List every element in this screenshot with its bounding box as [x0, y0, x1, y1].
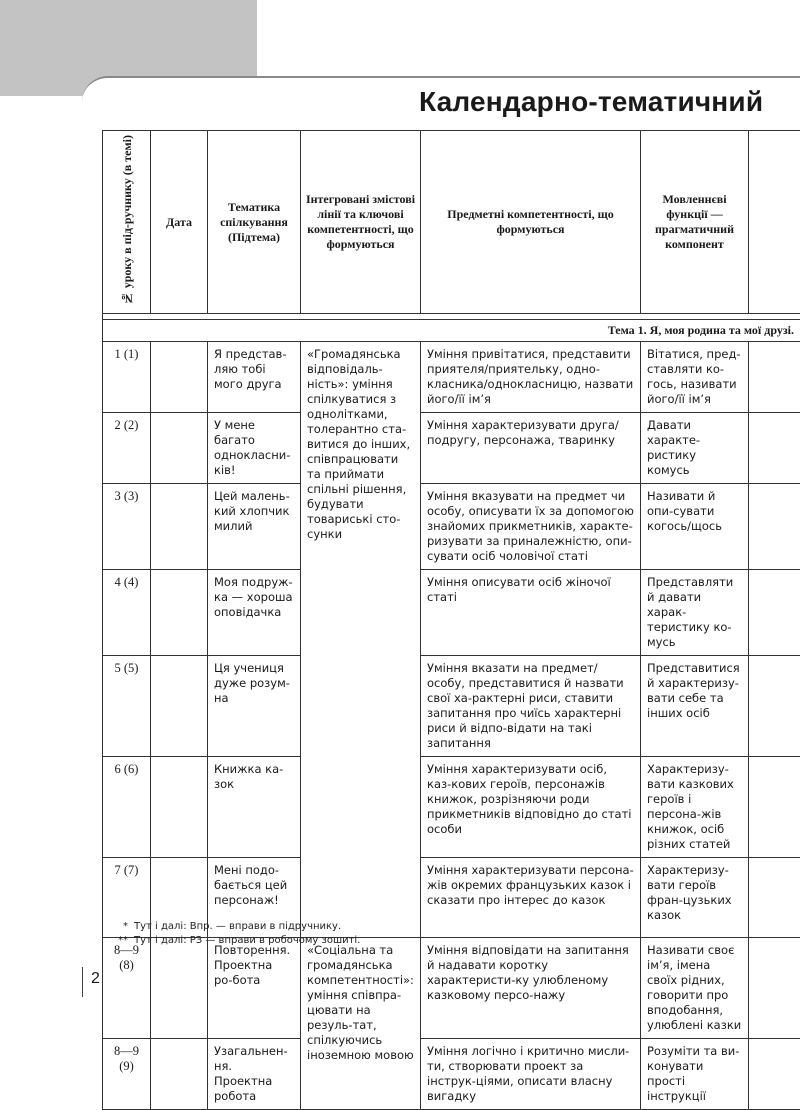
lesson-topic: Ця учениця дуже розум-на: [208, 656, 301, 757]
page-title: Календарно-тематичний: [419, 86, 763, 118]
lesson-topic: Мені подо-бається цей персонаж!: [208, 858, 301, 938]
header-lesson-number: № уроку в під-ручнику (в темі): [103, 131, 151, 314]
continued-cell: [749, 757, 800, 858]
speech-function: Характеризу-вати героїв фран-цузьких казок: [641, 858, 749, 938]
speech-function: Давати характе-ристику комусь: [641, 413, 749, 484]
lesson-date: [151, 484, 208, 570]
table-row: [103, 757, 800, 858]
lesson-date: [151, 1039, 208, 1110]
subject-competence: Уміння вказувати на предмет чи особу, описувати їх за допомогою знайомих прикметників, характе-ризувати за приналежністю, опи-сувати осіб чоловічої статі: [421, 484, 641, 570]
continued-cell: [749, 1039, 800, 1110]
footnote: ** Тут і далі: РЗ — вправи в робочому зошиті.: [108, 934, 360, 948]
table-row: [103, 484, 800, 570]
calendar-plan-table: [102, 130, 800, 1110]
header-date: Дата: [151, 131, 208, 314]
integrated-lines-cell: «Громадянська відповідаль-ність»: уміння спілкуватися з однолітками, толерантно ста-витися до інших, співпрацювати та приймати спільні рішення, будувати товариські сто-сунки: [301, 342, 421, 938]
lesson-number: 2 (2): [103, 413, 151, 484]
subject-competence: Уміння логічно і критично мисли-ти, створювати проект за інструк-ціями, описати власну вигадку: [421, 1039, 641, 1110]
lesson-number: 4 (4): [103, 570, 151, 656]
speech-function: Характеризу-вати казкових героїв і персона-жів книжок, осіб різних статей: [641, 757, 749, 858]
table-row: [103, 1039, 800, 1110]
header-integrated-lines: Інтегровані змістові лінії та ключові компетентності, що формуються: [301, 131, 421, 314]
lesson-topic: Узагальнен-ня. Проектна робота: [208, 1039, 301, 1110]
subject-competence: Уміння відповідати на запитання й надавати коротку характеристи-ку улюбленому казковому персо-нажу: [421, 938, 641, 1039]
lesson-number: 7 (7): [103, 858, 151, 938]
header-subject-competences: Предметні компетентності, що формуються: [421, 131, 641, 314]
theme-title: Тема 1. Я, моя родина та мої друзі.: [103, 320, 800, 342]
continued-cell: [749, 858, 800, 938]
speech-function: Представитися й характеризу-вати себе та інших осіб: [641, 656, 749, 757]
table-header-row: [103, 131, 800, 314]
lesson-number: 6 (6): [103, 757, 151, 858]
page-number: 2: [82, 967, 121, 997]
subject-competence: Уміння привітатися, представити приятеля/приятельку, одно-класника/однокласницю, назвати його/її ім’я: [421, 342, 641, 413]
continued-cell: [749, 938, 800, 1039]
speech-function: Розуміти та ви-конувати прості інструкції: [641, 1039, 749, 1110]
subject-competence: Уміння характеризувати персона-жів окремих французьких казок і сказати про інтерес до казок: [421, 858, 641, 938]
header-continued-column: [749, 131, 800, 314]
subject-competence: Уміння описувати осіб жіночої статі: [421, 570, 641, 656]
subject-competence: Уміння характеризувати друга/подругу, персонажа, тваринку: [421, 413, 641, 484]
lesson-number: 8—9 (9): [103, 1039, 151, 1110]
theme-row: [103, 320, 800, 342]
table-row: [103, 342, 800, 413]
lesson-date: [151, 938, 208, 1039]
speech-function: Вітатися, пред-ставляти ко-гось, називати його/її ім’я: [641, 342, 749, 413]
subject-competence: Уміння вказати на предмет/особу, представитися й назвати свої ха-рактерні риси, ставити запитання про чиїсь характерні риси й відпо-відати на такі запитання: [421, 656, 641, 757]
lesson-topic: Моя подруж-ка — хороша оповідачка: [208, 570, 301, 656]
header-topic: Тематика спілкування (Підтема): [208, 131, 301, 314]
speech-function: Називати й опи-сувати когось/щось: [641, 484, 749, 570]
table-row: [103, 938, 800, 1039]
header-speech-functions: Мовленнєві функції — прагматичний компонент: [641, 131, 749, 314]
lesson-number: 8—9 (8): [103, 938, 151, 1039]
lesson-topic: Книжка ка-зок: [208, 757, 301, 858]
lesson-date: [151, 413, 208, 484]
footnotes: [108, 920, 360, 948]
lesson-date: [151, 342, 208, 413]
continued-cell: [749, 342, 800, 413]
lesson-topic: У мене багато однокласни-ків!: [208, 413, 301, 484]
integrated-lines-cell: «Соціальна та громадянська компетентності»: уміння співпра-цювати на резуль-тат, спілкуючись іноземною мовою: [301, 938, 421, 1110]
table-row: [103, 570, 800, 656]
lesson-topic: Я представ-ляю тобі мого друга: [208, 342, 301, 413]
subject-competence: Уміння характеризувати осіб, каз-кових героїв, персонажів книжок, розрізняючи роди прикметників відповідно до статі особи: [421, 757, 641, 858]
lesson-date: [151, 757, 208, 858]
table-row: [103, 413, 800, 484]
lesson-number: 5 (5): [103, 656, 151, 757]
continued-cell: [749, 413, 800, 484]
speech-function: Називати своє ім’я, імена своїх рідних, говорити про вподобання, улюблені казки: [641, 938, 749, 1039]
lesson-number: 1 (1): [103, 342, 151, 413]
continued-cell: [749, 656, 800, 757]
continued-cell: [749, 484, 800, 570]
lesson-date: [151, 656, 208, 757]
lesson-number: 3 (3): [103, 484, 151, 570]
speech-function: Представляти й давати харак-теристику ко-мусь: [641, 570, 749, 656]
table-row: [103, 656, 800, 757]
lesson-topic: Цей малень-кий хлопчик милий: [208, 484, 301, 570]
continued-cell: [749, 570, 800, 656]
lesson-date: [151, 570, 208, 656]
footnote: * Тут і далі: Впр. — вправи в підручнику.: [108, 920, 360, 934]
lesson-topic: Повторення. Проектна ро-бота: [208, 938, 301, 1039]
